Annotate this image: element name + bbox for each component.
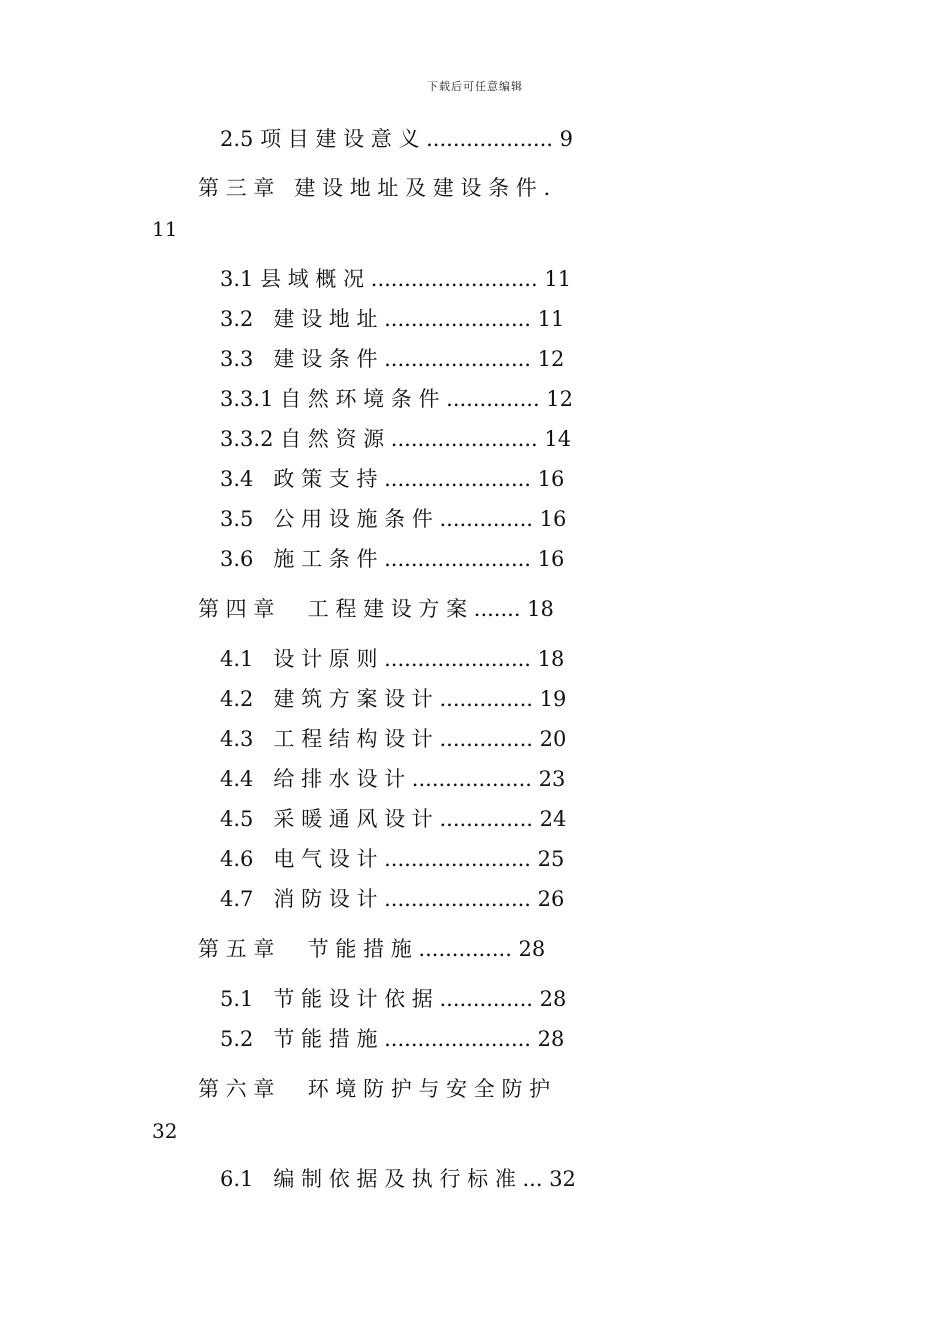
toc-entry: 第 五 章 节 能 措 施 .............. 28	[198, 937, 546, 961]
toc-entry-page-number: 11	[152, 217, 178, 241]
toc-entry: 4.5 采 暖 通 风 设 计 .............. 24	[220, 807, 567, 831]
toc-entry: 3.2 建 设 地 址 ...................... 11	[220, 307, 565, 331]
toc-entry: 第 三 章 建 设 地 址 及 建 设 条 件 .	[198, 176, 551, 200]
toc-entry: 3.5 公 用 设 施 条 件 .............. 16	[220, 507, 567, 531]
toc-entry: 4.6 电 气 设 计 ...................... 25	[220, 847, 565, 871]
page-header: 下载后可任意编辑	[427, 80, 523, 93]
toc-entry: 5.1 节 能 设 计 依 据 .............. 28	[220, 987, 567, 1011]
toc-entry: 第 六 章 环 境 防 护 与 安 全 防 护	[198, 1077, 551, 1101]
toc-entry: 4.3 工 程 结 构 设 计 .............. 20	[220, 727, 567, 751]
toc-entry: 3.4 政 策 支 持 ...................... 16	[220, 467, 565, 491]
toc-entry: 6.1 编 制 依 据 及 执 行 标 准 ... 32	[220, 1167, 576, 1191]
toc-entry: 4.1 设 计 原 则 ...................... 18	[220, 647, 565, 671]
toc-entry: 3.3.2 自 然 资 源 ...................... 14	[220, 427, 572, 451]
toc-entry: 5.2 节 能 措 施 ...................... 28	[220, 1027, 565, 1051]
toc-entry: 2.5 项 目 建 设 意 义 ................... 9	[220, 127, 573, 151]
toc-entry: 3.1 县 域 概 况 ......................... 11	[220, 267, 572, 291]
toc-entry: 3.6 施 工 条 件 ...................... 16	[220, 547, 565, 571]
toc-entry: 3.3.1 自 然 环 境 条 件 .............. 12	[220, 387, 574, 411]
toc-entry: 4.4 给 排 水 设 计 .................. 23	[220, 767, 566, 791]
toc-entry: 第 四 章 工 程 建 设 方 案 ....... 18	[198, 597, 554, 621]
toc-entry: 4.7 消 防 设 计 ...................... 26	[220, 887, 565, 911]
toc-entry-page-number: 32	[152, 1119, 178, 1143]
toc-entry: 4.2 建 筑 方 案 设 计 .............. 19	[220, 687, 567, 711]
toc-entry: 3.3 建 设 条 件 ...................... 12	[220, 347, 565, 371]
